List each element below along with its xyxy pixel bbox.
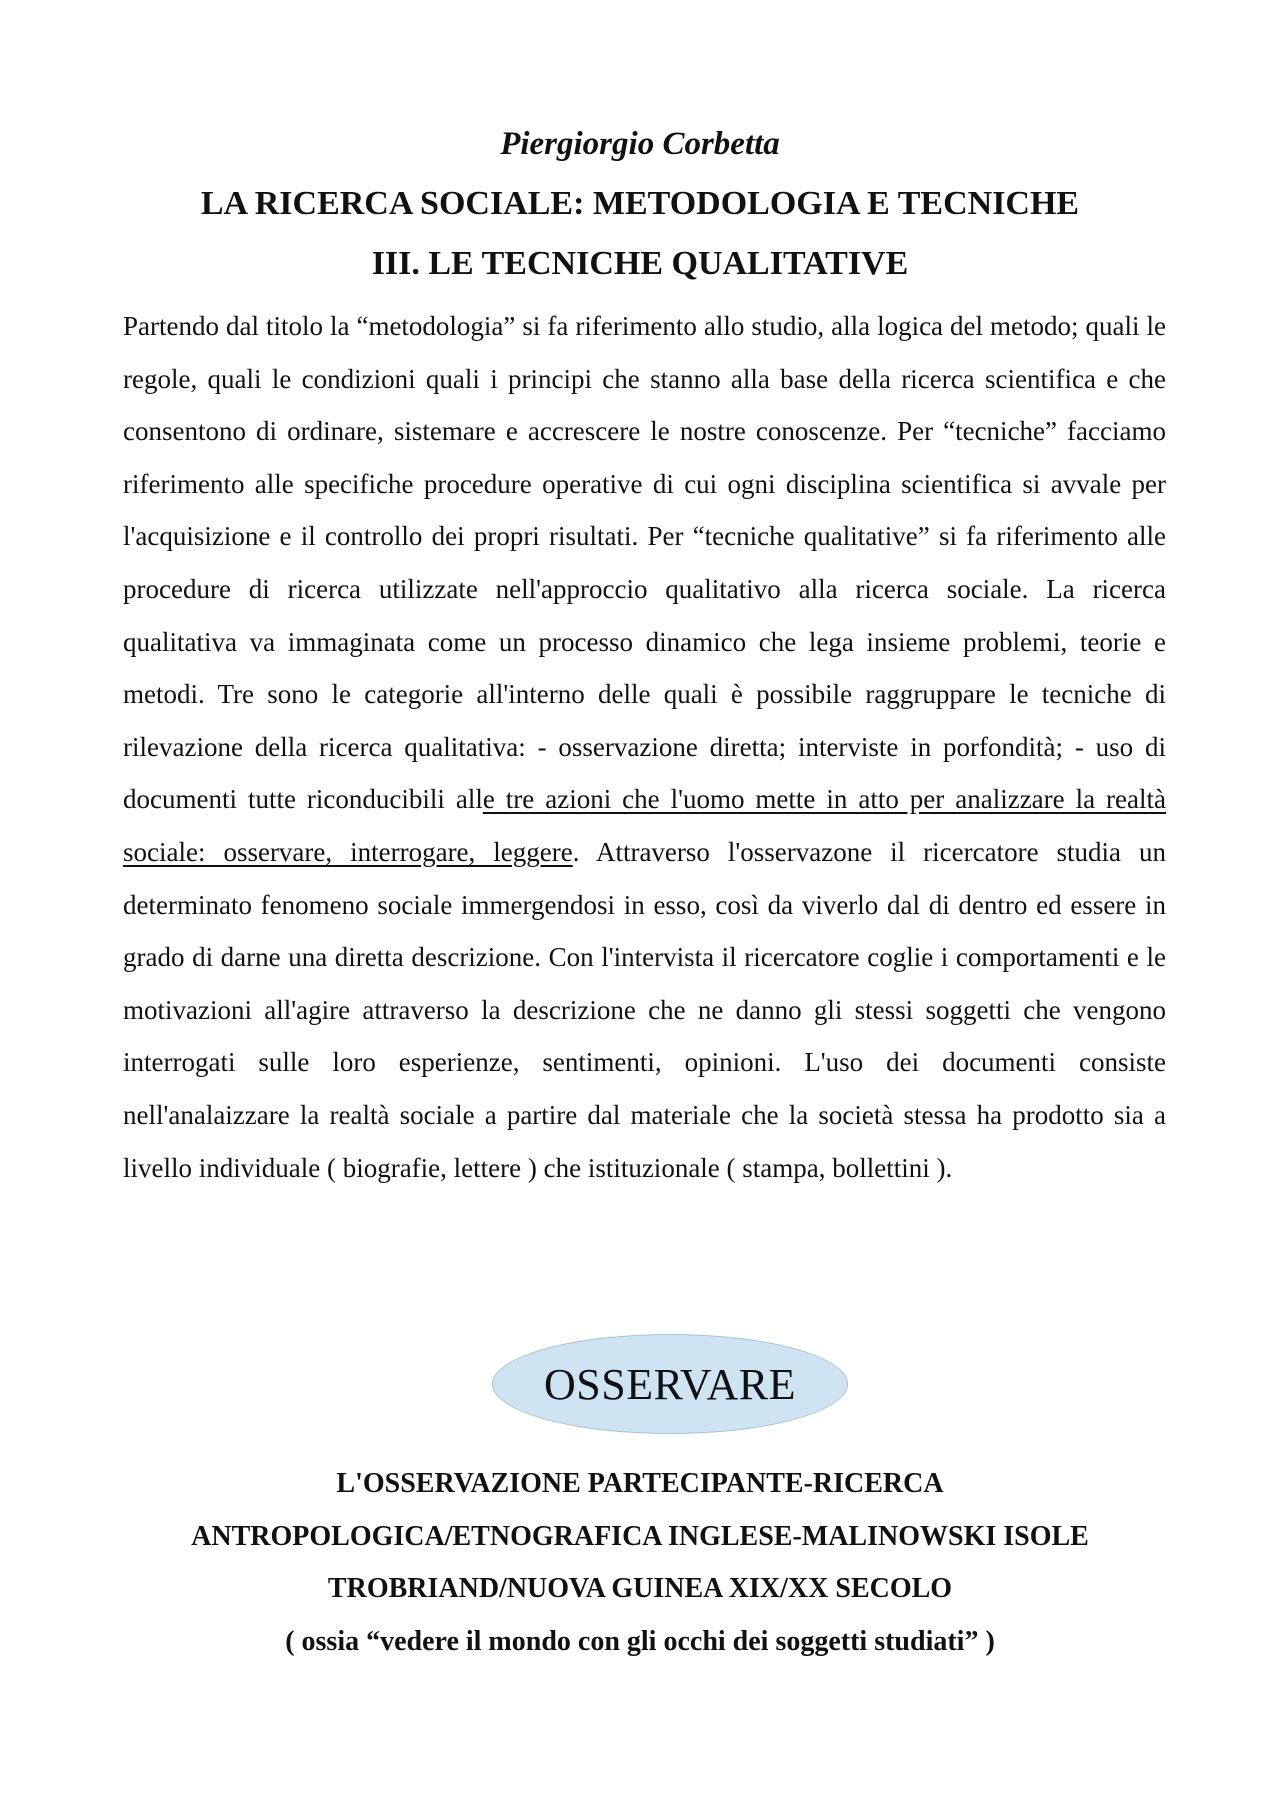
- paragraph-text-start: Partendo dal titolo la “metodologia” si fa riferimento allo studio, alla logica del metodo; quali le regole, quali le condizioni quali i principi che stanno alla base della ricerca scientifica e che consentono di ordinare, sistemare e accrescere le nostre conoscenze. Per “tecniche” facciamo riferimento alle specifiche procedure operative di cui ogni disciplina scientifica si avvale per l'acquisizione e il controllo dei propri risultati. Per “tecniche qualitative” si fa riferimento alle procedure di ricerca utilizzate nell'approccio qualitativo alla ricerca sociale. La ricerca qualitativa va immaginata come un processo dinamico che lega insieme problemi, teorie e metodi. Tre sono le categorie all'interno delle quali è possibile raggruppare le tecniche di rilevazione della ricerca qualitativa: - osservazione diretta; interviste in porfondità; - uso di documenti tutte riconducibili all: [123, 311, 1166, 815]
- document-title: LA RICERCA SOCIALE: METODOLOGIA E TECNICHE: [200, 185, 1080, 222]
- body-paragraph: [123, 300, 1166, 1194]
- section-heading-line-1: L'OSSERVAZIONE PARTECIPANTE-RICERCA: [336, 1468, 944, 1499]
- osservare-bubble: [492, 1334, 848, 1434]
- section-heading-line-3: TROBRIAND/NUOVA GUINEA XIX/XX SECOLO: [327, 1573, 953, 1605]
- document-subtitle: III. LE TECNICHE QUALITATIVE: [371, 245, 909, 282]
- section-heading-line-4: ( ossia “vedere il mondo con gli occhi dei soggetti studiati” ): [285, 1625, 995, 1657]
- underlined-phrase: e tre azioni che l'uomo mette in atto per analizzare la realtà sociale: osservare, interrogare, leggere: [123, 784, 1167, 867]
- author-name: Piergiorgio Corbetta: [500, 126, 780, 162]
- paragraph-text-end: . Attraverso l'osservazone il ricercatore studia un determinato fenomeno sociale immergendosi in esso, così da viverlo dal di dentro ed essere in grado di darne una diretta descrizione. Con l'intervista il ricercatore coglie i comportamenti e le motivazioni all'agire attraverso la descrizione che ne danno gli stessi soggetti che vengono interrogati sulle loro esperienze, sentimenti, opinioni. L'uso dei documenti consiste nell'analaizzare la realtà sociale a partire dal materiale che la società stessa ha prodotto sia a livello individuale ( biografie, lettere ) che istituzionale ( stampa, bollettini ).: [123, 836, 1166, 1183]
- section-heading: [0, 1458, 1280, 1668]
- bubble-label: OSSERVARE: [543, 1359, 797, 1409]
- section-heading-line-2: ANTROPOLOGICA/ETNOGRAFICA INGLESE-MALINOWSKI ISOLE: [191, 1520, 1089, 1552]
